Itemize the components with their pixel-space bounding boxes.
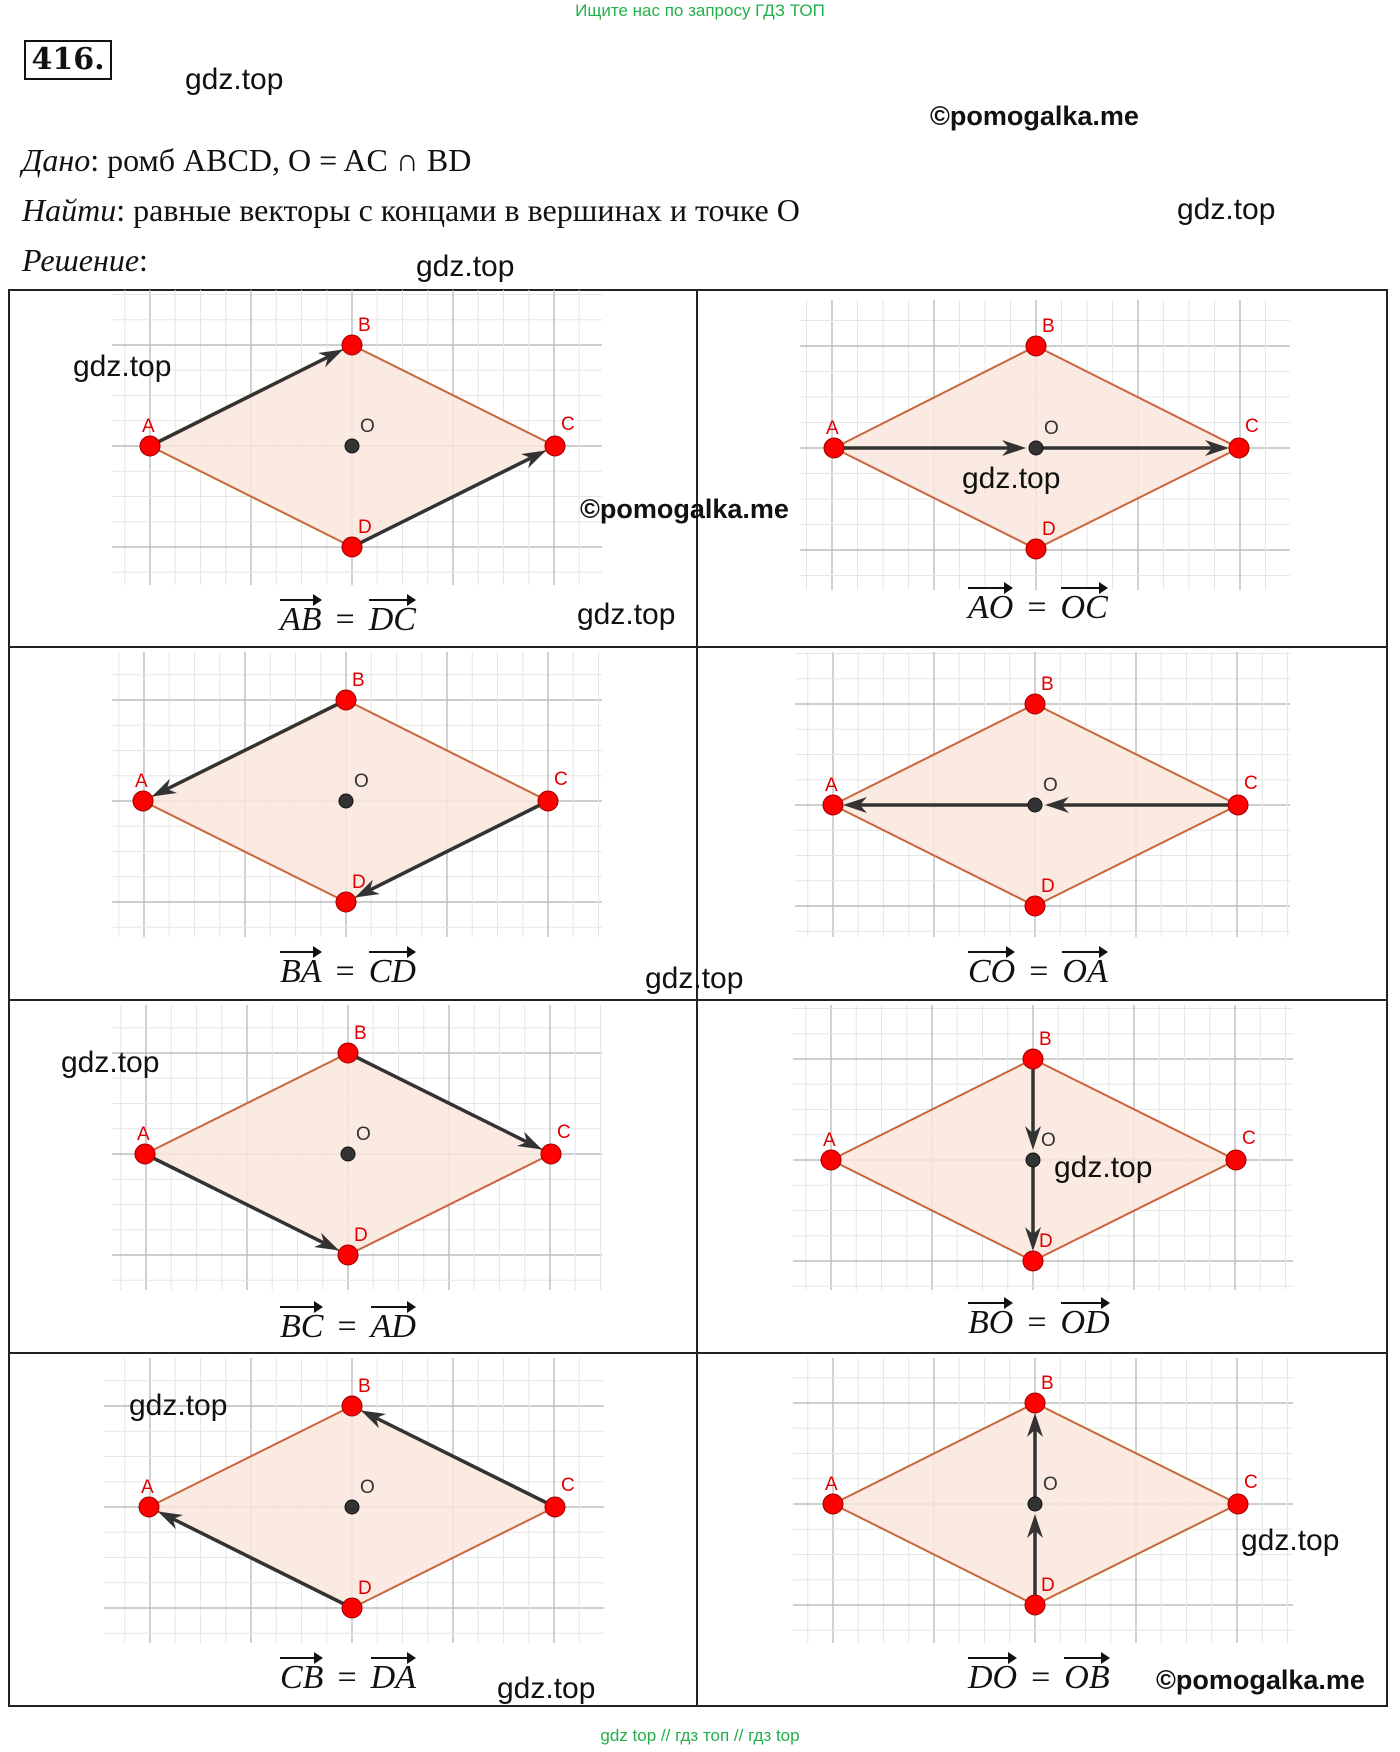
point-o: [341, 1147, 355, 1161]
point-c: [545, 436, 565, 456]
equals-sign: =: [1031, 1659, 1051, 1696]
solution-line: [22, 242, 148, 279]
point-label-b: B: [358, 1376, 371, 1397]
equals-sign: =: [1027, 589, 1047, 626]
watermark-gdz: gdz.top: [61, 1046, 160, 1079]
point-label-a: A: [142, 416, 155, 437]
point-c: [545, 1497, 565, 1517]
point-b: [1025, 1393, 1045, 1413]
point-d: [1026, 539, 1046, 559]
find-label: Найти: [22, 192, 117, 228]
point-d: [338, 1245, 358, 1265]
solution-text: :: [139, 242, 148, 278]
point-label-b: B: [1041, 1373, 1054, 1394]
solution-label: Решение: [22, 242, 140, 278]
watermark-gdz: gdz.top: [416, 250, 515, 283]
point-label-d: D: [1041, 876, 1055, 897]
point-label-b: B: [352, 670, 365, 691]
vector-label: DA: [371, 1653, 416, 1697]
point-d: [336, 892, 356, 912]
point-d: [342, 537, 362, 557]
vector-label: CD: [369, 947, 416, 991]
top-banner[interactable]: Ищите нас по запросу ГДЗ ТОП: [575, 1, 825, 20]
rhombus-diagram-8: [793, 1358, 1293, 1643]
rhombus-diagram-6: [793, 1005, 1293, 1290]
point-label-a: A: [825, 1474, 838, 1495]
equals-sign: =: [1027, 1304, 1047, 1341]
point-label-d: D: [1039, 1231, 1053, 1252]
vector-label: OA: [1062, 947, 1107, 991]
point-label-c: C: [561, 1475, 575, 1496]
point-label-d: D: [1041, 1575, 1055, 1596]
point-b: [1026, 336, 1046, 356]
equation-3: [280, 947, 416, 991]
equation-1: [280, 595, 416, 639]
point-label-b: B: [358, 315, 371, 336]
point-o: [1029, 441, 1043, 455]
point-o: [345, 1500, 359, 1514]
point-d: [342, 1598, 362, 1618]
point-label-c: C: [561, 414, 575, 435]
rhombus-diagram-2: [800, 300, 1290, 590]
find-text: : равные векторы с концами в вершинах и точке O: [116, 192, 800, 228]
point-label-b: B: [1039, 1029, 1052, 1050]
equals-sign: =: [337, 1659, 357, 1696]
footer-links[interactable]: gdz top // гдз топ // гдз top: [600, 1726, 800, 1745]
point-c: [538, 791, 558, 811]
point-label-c: C: [1244, 773, 1258, 794]
point-a: [821, 1150, 841, 1170]
point-o: [345, 439, 359, 453]
point-label-c: C: [1244, 1472, 1258, 1493]
watermark-gdz: gdz.top: [185, 63, 284, 96]
point-label-c: C: [554, 769, 568, 790]
vector-label: AO: [968, 583, 1013, 627]
watermark-pomogalka: ©pomogalka.me: [930, 101, 1139, 131]
point-label-o: O: [356, 1124, 371, 1145]
problem-number: 416.: [24, 40, 112, 80]
point-o: [1026, 1153, 1040, 1167]
point-label-a: A: [826, 418, 839, 439]
point-b: [342, 335, 362, 355]
point-o: [1028, 798, 1042, 812]
vector-label: AD: [371, 1302, 416, 1346]
vector-label: AB: [280, 595, 322, 639]
point-label-o: O: [1043, 775, 1058, 796]
find-line: [22, 192, 800, 229]
point-label-d: D: [1042, 519, 1056, 540]
watermark-gdz: gdz.top: [645, 962, 744, 995]
point-label-c: C: [1245, 416, 1259, 437]
given-line: [22, 142, 471, 179]
point-a: [823, 795, 843, 815]
point-label-o: O: [1043, 1474, 1058, 1495]
given-label: Дано: [22, 142, 91, 178]
point-b: [1023, 1049, 1043, 1069]
point-label-d: D: [358, 517, 372, 538]
point-o: [339, 794, 353, 808]
equals-sign: =: [1029, 953, 1049, 990]
equation-8: [968, 1653, 1110, 1697]
rhombus-diagram-1: [112, 290, 602, 585]
watermark-gdz: gdz.top: [1241, 1524, 1340, 1557]
point-label-o: O: [354, 771, 369, 792]
point-label-o: O: [1044, 418, 1059, 439]
vector-label: DC: [369, 595, 416, 639]
point-c: [1228, 795, 1248, 815]
point-c: [541, 1144, 561, 1164]
watermark-gdz: gdz.top: [1177, 193, 1276, 226]
equation-4: [968, 947, 1108, 991]
point-label-d: D: [358, 1578, 372, 1599]
equals-sign: =: [337, 1308, 357, 1345]
row-divider: [8, 1352, 1388, 1354]
vector-label: BO: [968, 1298, 1013, 1342]
point-label-a: A: [825, 775, 838, 796]
point-d: [1025, 1595, 1045, 1615]
point-c: [1229, 438, 1249, 458]
point-a: [135, 1144, 155, 1164]
point-label-c: C: [557, 1122, 571, 1143]
point-label-o: O: [1041, 1130, 1056, 1151]
point-d: [1023, 1251, 1043, 1271]
point-label-a: A: [137, 1124, 150, 1145]
watermark-gdz: gdz.top: [73, 350, 172, 383]
point-c: [1226, 1150, 1246, 1170]
point-a: [824, 438, 844, 458]
watermark-pomogalka: ©pomogalka.me: [580, 494, 789, 524]
point-a: [133, 791, 153, 811]
vector-label: OC: [1061, 583, 1108, 627]
point-a: [140, 436, 160, 456]
watermark-gdz: gdz.top: [577, 598, 676, 631]
point-label-a: A: [823, 1130, 836, 1151]
point-c: [1228, 1494, 1248, 1514]
equation-7: [280, 1653, 416, 1697]
vector-label: OD: [1061, 1298, 1110, 1342]
point-b: [1025, 694, 1045, 714]
point-label-o: O: [360, 1477, 375, 1498]
rhombus-diagram-5: [112, 1005, 602, 1290]
point-label-b: B: [1041, 674, 1054, 695]
vector-label: BC: [280, 1302, 323, 1346]
point-o: [1028, 1497, 1042, 1511]
point-label-o: O: [360, 416, 375, 437]
watermark-gdz: gdz.top: [129, 1389, 228, 1422]
vector-label: BA: [280, 947, 322, 991]
point-label-b: B: [1042, 316, 1055, 337]
vector-label: OB: [1064, 1653, 1109, 1697]
watermark-gdz: gdz.top: [1054, 1151, 1153, 1184]
given-text: : ромб ABCD, O = AC ∩ BD: [90, 142, 472, 178]
point-label-c: C: [1242, 1128, 1256, 1149]
equation-2: [968, 583, 1108, 627]
rhombus-diagram-3: [112, 652, 602, 937]
row-divider: [8, 646, 1388, 648]
vector-label: CB: [280, 1653, 323, 1697]
watermark-pomogalka: ©pomogalka.me: [1156, 1665, 1365, 1695]
point-label-a: A: [141, 1477, 154, 1498]
vector-label: CO: [968, 947, 1015, 991]
point-label-d: D: [354, 1225, 368, 1246]
point-b: [342, 1396, 362, 1416]
equation-5: [280, 1302, 416, 1346]
point-a: [823, 1494, 843, 1514]
vector-label: DO: [968, 1653, 1017, 1697]
equation-6: [968, 1298, 1110, 1342]
point-a: [139, 1497, 159, 1517]
point-b: [338, 1043, 358, 1063]
point-label-a: A: [135, 771, 148, 792]
watermark-gdz: gdz.top: [497, 1672, 596, 1705]
point-b: [336, 690, 356, 710]
rhombus-diagram-4: [795, 652, 1290, 937]
point-d: [1025, 896, 1045, 916]
watermark-gdz: gdz.top: [962, 462, 1061, 495]
point-label-d: D: [352, 872, 366, 893]
equals-sign: =: [335, 601, 355, 638]
row-divider: [8, 999, 1388, 1001]
equals-sign: =: [335, 953, 355, 990]
point-label-b: B: [354, 1023, 367, 1044]
